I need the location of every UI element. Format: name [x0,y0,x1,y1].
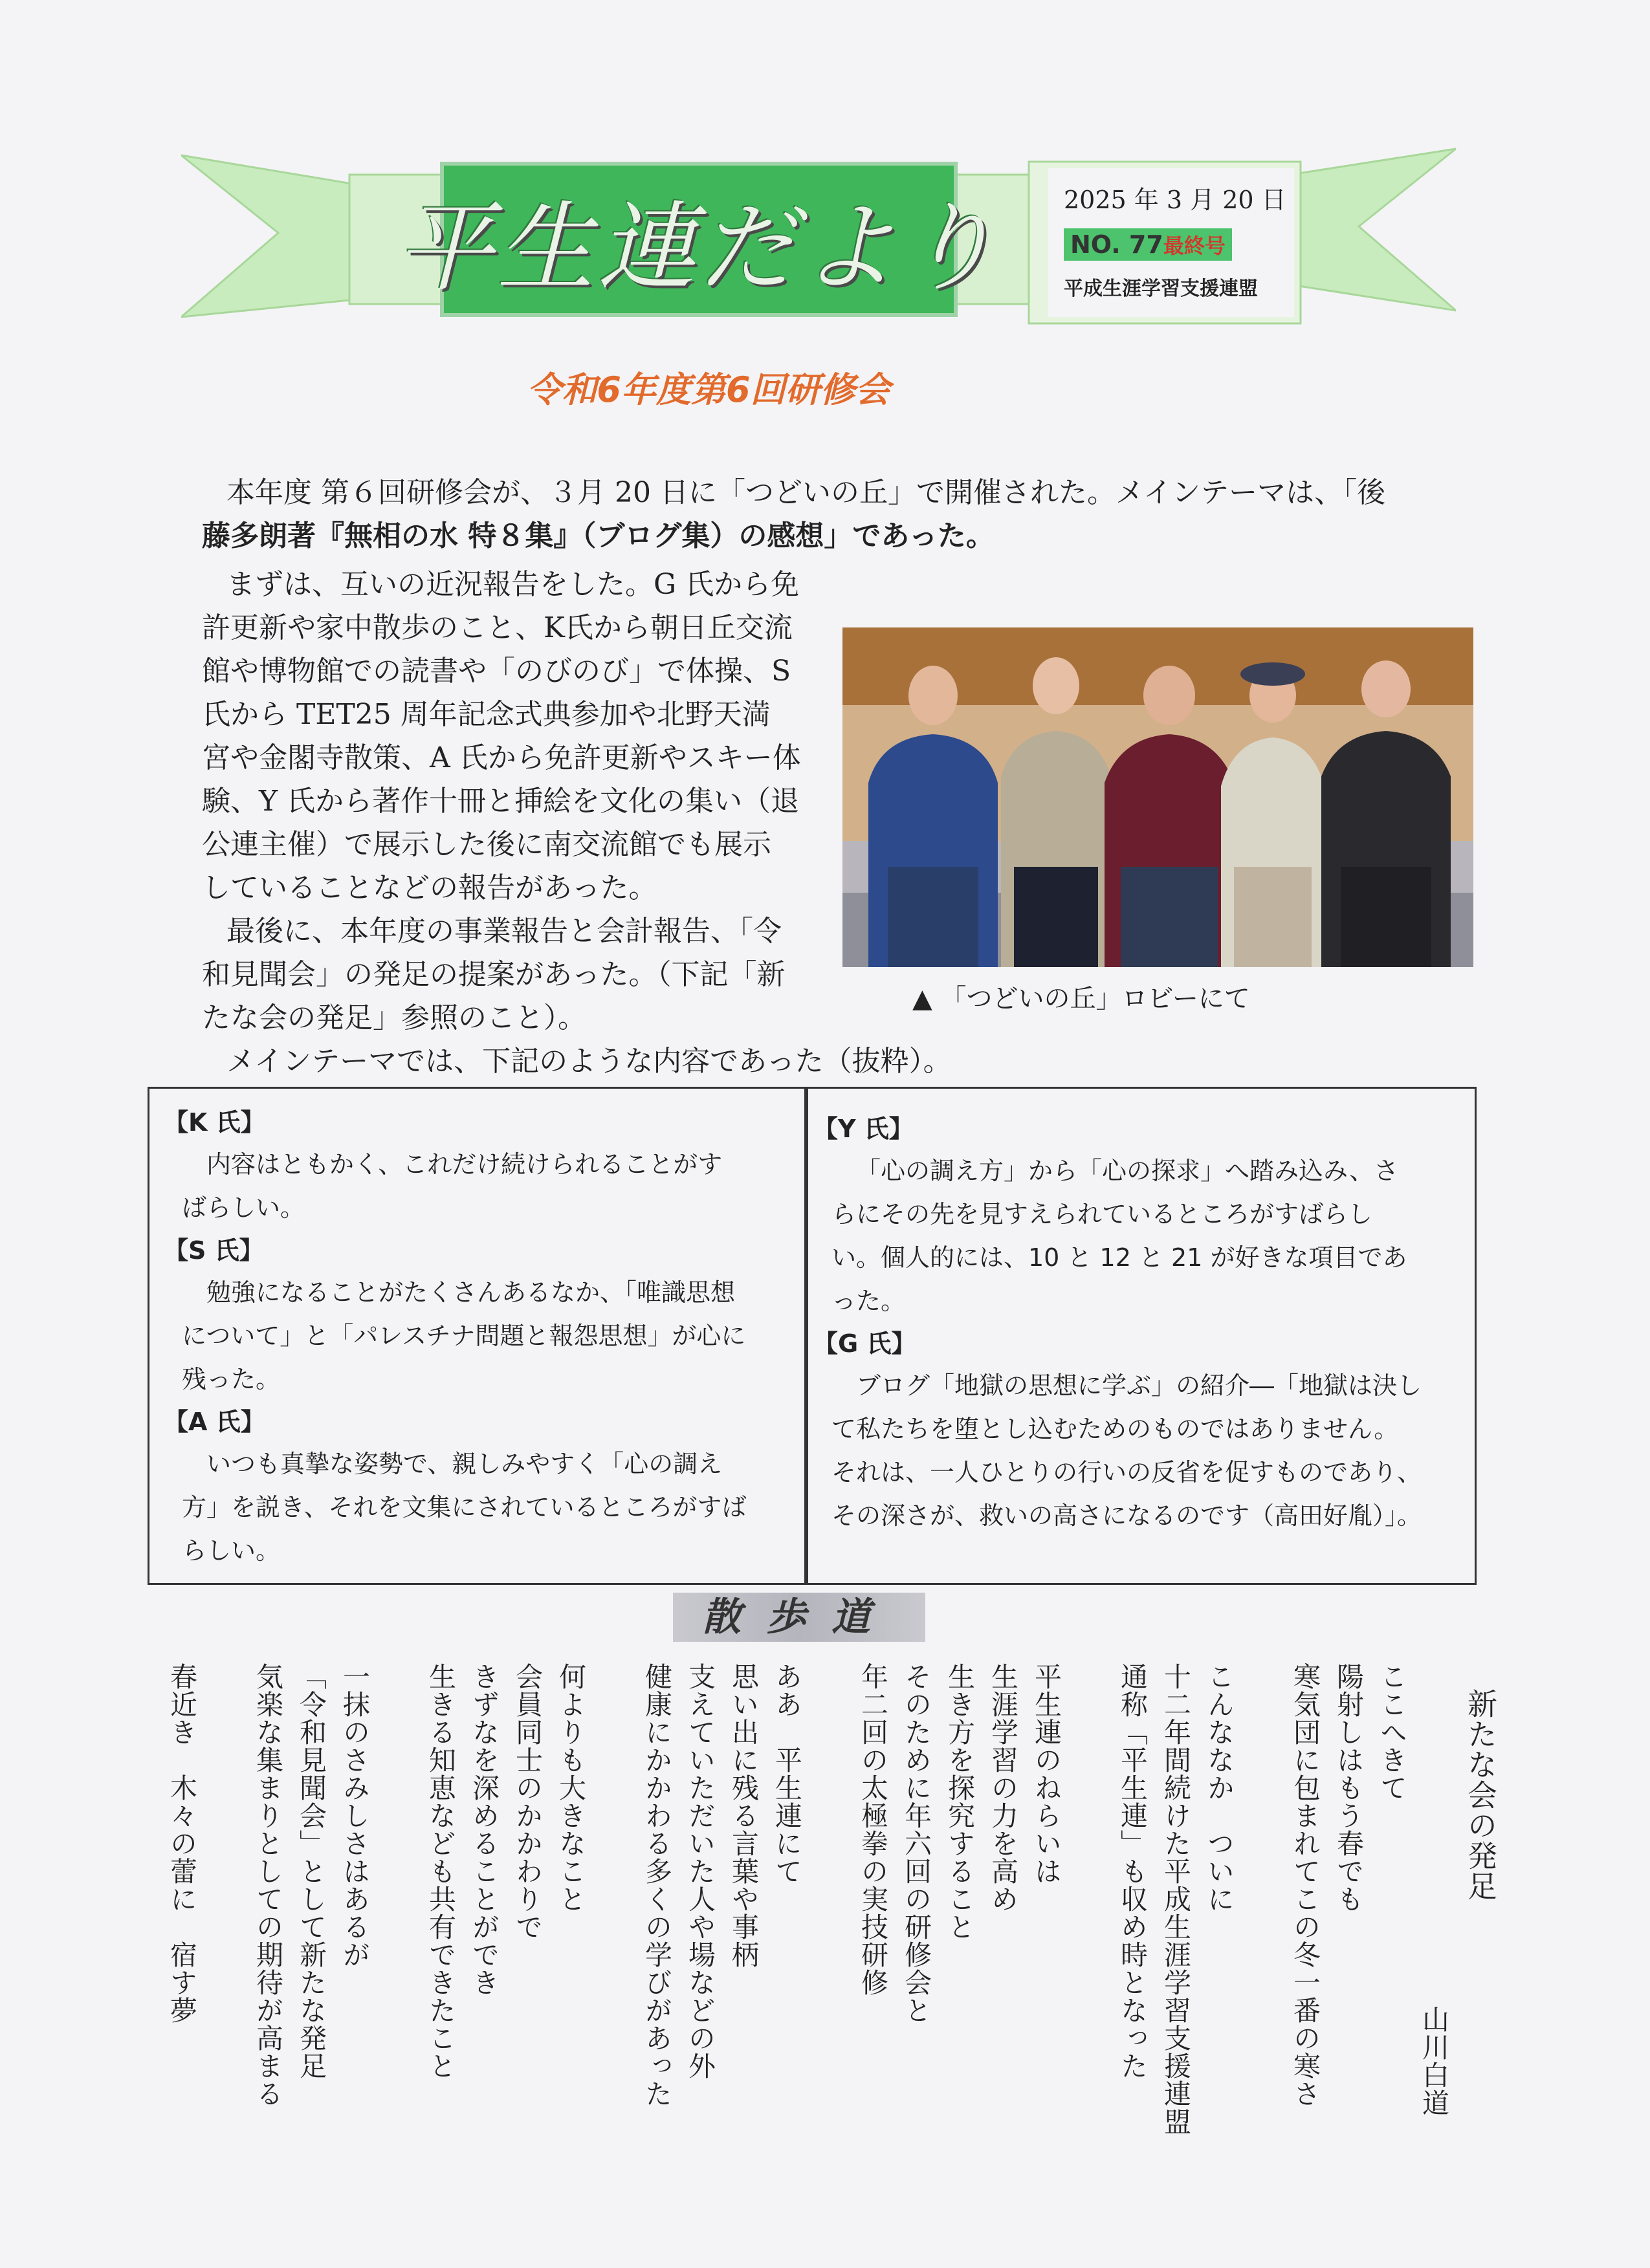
photo-caption: ▲ 「つどいの丘」ロビーにて [912,984,1250,1014]
poem-line: 生きる知恵なども共有できたこと [425,1663,457,2080]
poem-author: 山川白道 [1418,2005,1450,2117]
issue-note: 最終号 [1163,234,1226,258]
section-title: 散歩道 [702,1595,896,1640]
theme-line: メインテーマでは、下記のような内容であった（抜粋）。 [226,1045,952,1078]
commenter-name: 【Y 氏】 [813,1115,914,1143]
report-line: 最後に、本年度の事業報告と会計報告、「令 [226,915,782,948]
poem-line: 何よりも大きなこと [555,1663,587,1913]
poem-line: 平生連のねらいは [1031,1663,1062,1885]
poem-line: 思い出に残る言葉や事柄 [728,1663,760,1968]
poem-line: 一抹のさみしさはあるが [339,1663,371,1968]
poem-line: きずなを深めることができ [468,1663,500,1996]
commenter-name: 【S 氏】 [164,1236,264,1265]
issue-date: 2025 年 3 月 20 日 [1064,186,1286,214]
intro-line-1: 本年度 第６回研修会が、３月 20 日に「つどいの丘」で開催された。メインテーマは、「後 [226,476,1386,509]
poem-line: そのために年六回の研修会と [901,1663,932,2024]
poem-line: 通称「平生連」も収め時となった [1117,1663,1149,2080]
comment-line: らしい。 [182,1536,281,1565]
comments-box-right [806,1087,1477,1585]
commenter-name: 【K 氏】 [164,1108,265,1137]
poem-line: 生涯学習の力を高め [987,1663,1019,1913]
poem-title: 新たな会の発足 [1463,1688,1498,1901]
commenter-name: 【G 氏】 [813,1329,916,1358]
title-box [396,162,1002,317]
poem-line: 寒気団に包まれてこの冬一番の寒さ [1290,1663,1321,2108]
group-photo-illustration [842,627,1473,967]
comment-line: 勉強になることがたくさんあるなか、「唯識思想 [206,1278,736,1307]
poem-line: 会員同士のかかわりで [512,1663,544,1941]
poem-line: 「令和見聞会」として新たな発足 [296,1663,327,2080]
poem-line: ああ 平生連にて [771,1663,803,1885]
poem-line: 陽射しはもう春でも [1333,1663,1365,1913]
organization-name: 平成生涯学習支援連盟 [1064,278,1258,300]
comment-line: った。 [831,1287,906,1315]
poem-line: 十二年間続けた平成生涯学習支援連盟 [1160,1663,1192,2135]
comments-box-left [148,1087,806,1585]
report-line: 氏から TET25 周年記念式典参加や北野天満 [202,698,771,731]
comment-line: いつも真摯な姿勢で、親しみやすく「心の調え [206,1450,723,1478]
issue-info [1048,168,1294,317]
issue-number-badge [1064,228,1232,261]
intro-line-2: 藤多朗著『無相の水 特８集』（ブログ集）の感想」であった。 [202,519,995,552]
poem-line: こんななか ついに [1204,1663,1235,1913]
poem-line: 生き方を探究すること [944,1663,976,1941]
comment-line: 残った。 [182,1365,281,1393]
report-line: たな会の発足」参照のこと）。 [202,1001,586,1034]
report-line: 許更新や家中散歩のこと、K氏から朝日丘交流 [202,611,793,644]
comment-line: て私たちを堕とし込むためのものではありません。 [831,1415,1399,1443]
poem-line: 気楽な集まりとしての期待が高まる [252,1663,284,2108]
article-headline: 令和6年度第6回研修会 [527,369,890,410]
report-line: 公連主催）で展示した後に南交流館でも展示 [202,828,771,861]
comment-line: らにその先を見すえられているところがすばらし [831,1200,1373,1228]
comment-line: ばらしい。 [182,1194,305,1222]
poem-line: 春近き 木々の蕾に 宿す夢 [166,1663,198,2024]
comment-line: 方」を説き、それを文集にされているところがすば [182,1493,747,1521]
report-line: 験、Y 氏から著作十冊と挿絵を文化の集い（退 [202,785,800,818]
poem-line: 健康にかかわる多くの学びがあった [641,1663,673,2108]
report-line: 宮や金閣寺散策、A 氏から免許更新やスキー体 [202,741,801,774]
comment-line: い。個人的には、10 と 12 と 21 が好きな項目であ [831,1243,1407,1272]
comment-line: その深さが、救いの高さになるのです（高田好胤）」。 [831,1501,1422,1530]
comment-line: それは、一人ひとりの行いの反省を促すものであり、 [831,1458,1422,1487]
commenter-name: 【A 氏】 [164,1408,265,1436]
issue-number: NO. 77 [1070,230,1163,259]
comment-line: ブログ「地獄の思想に学ぶ」の紹介―「地獄は決し [856,1371,1422,1400]
report-line: 館や博物館での読書や「のびのび」で体操、S [202,655,791,688]
report-line: していることなどの報告があった。 [202,871,657,904]
comment-line: 「心の調え方」から「心の探求」へ踏み込み、さ [856,1157,1399,1185]
report-line: 和見聞会」の発足の提案があった。（下記「新 [202,958,786,991]
poem-line: ここへきて [1376,1663,1408,1802]
comment-line: について」と「パレスチナ問題と報怨思想」が心に [182,1322,746,1350]
newsletter-title: 平生連だより [396,192,1002,305]
group-photo [842,627,1473,967]
poem-line: 支えていただいた人や場などの外 [685,1663,716,2080]
comment-line: 内容はともかく、これだけ続けられることがす [206,1150,723,1179]
poem-line: 年二回の太極拳の実技研修 [857,1663,889,1996]
report-line: まずは、互いの近況報告をした。G 氏から免 [226,568,800,601]
